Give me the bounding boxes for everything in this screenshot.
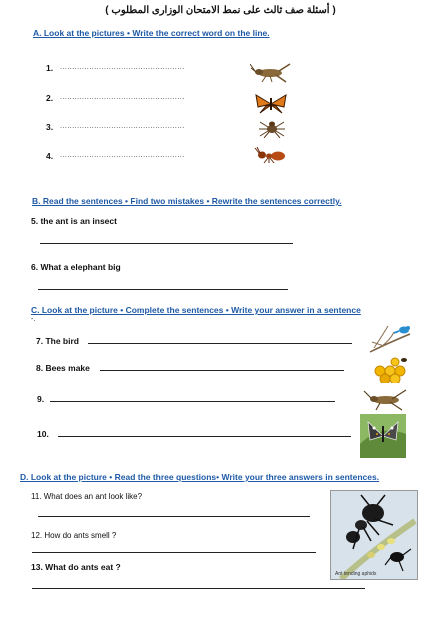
section-c-heading-tail: -. (31, 316, 36, 323)
sentence-9-answer-line[interactable] (50, 401, 335, 402)
ant-photo (330, 490, 418, 580)
sentence-8: 8. Bees make (36, 363, 90, 373)
sentence-7-answer-line[interactable] (88, 343, 352, 344)
grasshopper-image (362, 388, 410, 412)
butterfly-image (254, 93, 288, 115)
item-4-answer-line[interactable]: ................................................... (60, 152, 185, 159)
sentence-6-answer-line[interactable] (38, 289, 288, 290)
section-c-heading: C. Look at the picture • Complete the sentences • Write your answer in a sentence (31, 305, 361, 315)
butterfly-leaf-image (360, 414, 406, 458)
question-13-answer-line[interactable] (32, 588, 365, 589)
sentence-9: 9. (37, 394, 45, 404)
item-1-number: 1. (46, 63, 54, 73)
section-b-heading: B. Read the sentences • Find two mistakes • Rewrite the sentences correctly. (32, 196, 342, 206)
section-d-heading: D. Look at the picture • Read the three questions• Write your three answers in sentences. (20, 472, 380, 482)
ant-photo-caption: Ant tending aphids (335, 571, 377, 577)
sentence-10: 10. (37, 429, 49, 439)
page-title: ( أسئلة صف ثالث على نمط الامتحان الوزارى المطلوب ) (105, 5, 336, 16)
question-12-answer-line[interactable] (32, 552, 316, 553)
honeycomb-image (370, 355, 412, 383)
question-11: 11. What does an ant look like? (31, 492, 143, 501)
question-11-answer-line[interactable] (38, 516, 310, 517)
item-3-answer-line[interactable]: ................................................... (60, 123, 185, 130)
question-13: 13. What do ants eat ? (31, 562, 121, 572)
sentence-6: 6. What a elephant big (31, 262, 121, 272)
sentence-5-answer-line[interactable] (40, 243, 293, 244)
item-2-number: 2. (46, 93, 54, 103)
sentence-5: 5. the ant is an insect (31, 216, 117, 226)
bird-nest-image (368, 322, 412, 354)
item-2-answer-line[interactable]: ................................................... (60, 94, 185, 101)
item-3-number: 3. (46, 122, 54, 132)
spider-image (258, 118, 286, 138)
ant-image (254, 146, 288, 164)
cricket-image (250, 60, 292, 84)
section-a-heading: A. Look at the pictures • Write the correct word on the line. (33, 28, 270, 38)
sentence-8-answer-line[interactable] (100, 370, 344, 371)
sentence-7: 7. The bird (36, 336, 79, 346)
item-4-number: 4. (46, 151, 54, 161)
item-1-answer-line[interactable]: ................................................... (60, 64, 185, 71)
sentence-10-answer-line[interactable] (58, 436, 351, 437)
question-12: 12. How do ants smell ? (31, 531, 117, 540)
